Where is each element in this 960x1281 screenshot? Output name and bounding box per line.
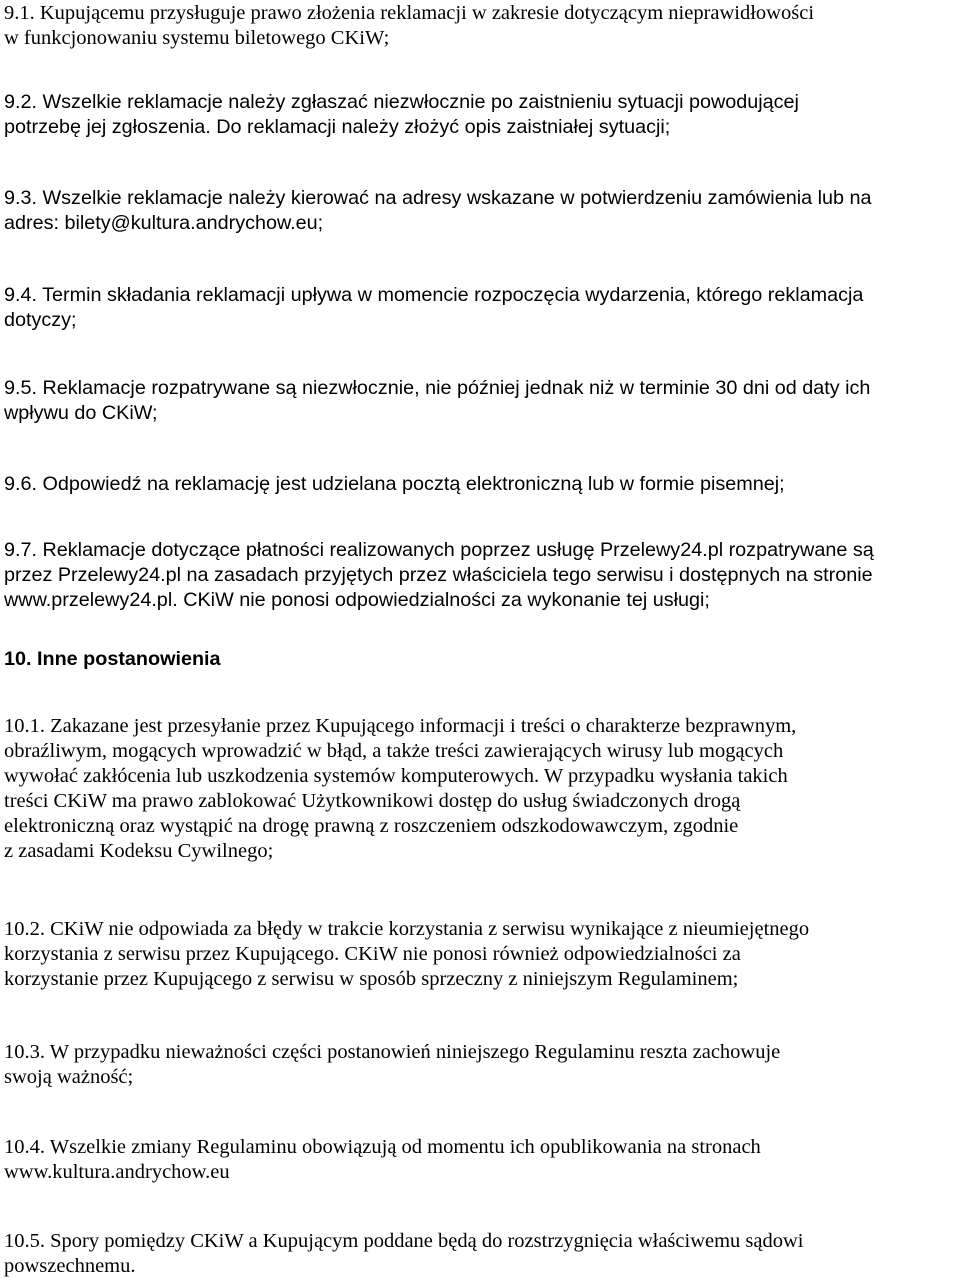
paragraph-9-7: 9.7. Reklamacje dotyczące płatności realizowanych poprzez usługę Przelewy24.pl rozpatrywane są przez Przelewy24.pl na zasadach przyjętych przez właściciela tego serwisu i dostępnych na stronie www.przelewy24.pl. CKiW nie ponosi odpowiedzialności za wykonanie tej usługi; xyxy=(4,539,874,611)
paragraph-10-3: 10.3. W przypadku nieważności części postanowień niniejszego Regulaminu reszta zachowuje swoją ważność; xyxy=(4,1041,781,1088)
paragraph-10-5: 10.5. Spory pomiędzy CKiW a Kupującym poddane będą do rozstrzygnięcia właściwemu sądowi powszechnemu. xyxy=(4,1230,804,1277)
paragraph-9-4: 9.4. Termin składania reklamacji upływa w momencie rozpoczęcia wydarzenia, którego reklamacja dotyczy; xyxy=(4,284,864,331)
paragraph-10-2: 10.2. CKiW nie odpowiada za błędy w trakcie korzystania z serwisu wynikające z nieumiejętnego korzystania z serwisu przez Kupującego. CKiW nie ponosi również odpowiedzialności za korzystanie przez Kupującego z serwisu w sposób sprzeczny z niniejszym Regulaminem; xyxy=(4,918,810,990)
paragraph-10-4: 10.4. Wszelkie zmiany Regulaminu obowiązują od momentu ich opublikowania na stronach www.kultura.andrychow.eu xyxy=(4,1136,761,1183)
paragraph-9-2: 9.2. Wszelkie reklamacje należy zgłaszać niezwłocznie po zaistnieniu sytuacji powodującej potrzebę jej zgłoszenia. Do reklamacji należy złożyć opis zaistniałej sytuacji; xyxy=(4,91,799,138)
paragraph-10-1: 10.1. Zakazane jest przesyłanie przez Kupującego informacji i treści o charakterze bezprawnym, obraźliwym, mogących wprowadzić w błąd, a także treści zawierających wirusy lub mogących wywołać zakłócenia lub uszkodzenia systemów komputerowych. W przypadku wysłania takich treści CKiW ma prawo zablokować Użytkownikowi dostęp do usług świadczonych drogą elektroniczną oraz wystąpić na drogę prawną z roszczeniem odszkodowawczym, zgodnie z zasadami Kodeksu Cywilnego; xyxy=(4,715,797,862)
section-heading-10: 10. Inne postanowienia xyxy=(4,648,221,670)
paragraph-9-3: 9.3. Wszelkie reklamacje należy kierować na adresy wskazane w potwierdzeniu zamówienia lub na adres: bilety@kultura.andrychow.eu; xyxy=(4,187,872,234)
paragraph-9-1: 9.1. Kupującemu przysługuje prawo złożenia reklamacji w zakresie dotyczącym nieprawidłowości w funkcjonowaniu systemu biletowego CKiW; xyxy=(4,2,815,49)
paragraph-9-6: 9.6. Odpowiedź na reklamację jest udzielana pocztą elektroniczną lub w formie pisemnej; xyxy=(4,473,785,495)
paragraph-9-5: 9.5. Reklamacje rozpatrywane są niezwłocznie, nie później jednak niż w terminie 30 dni od daty ich wpływu do CKiW; xyxy=(4,377,871,424)
